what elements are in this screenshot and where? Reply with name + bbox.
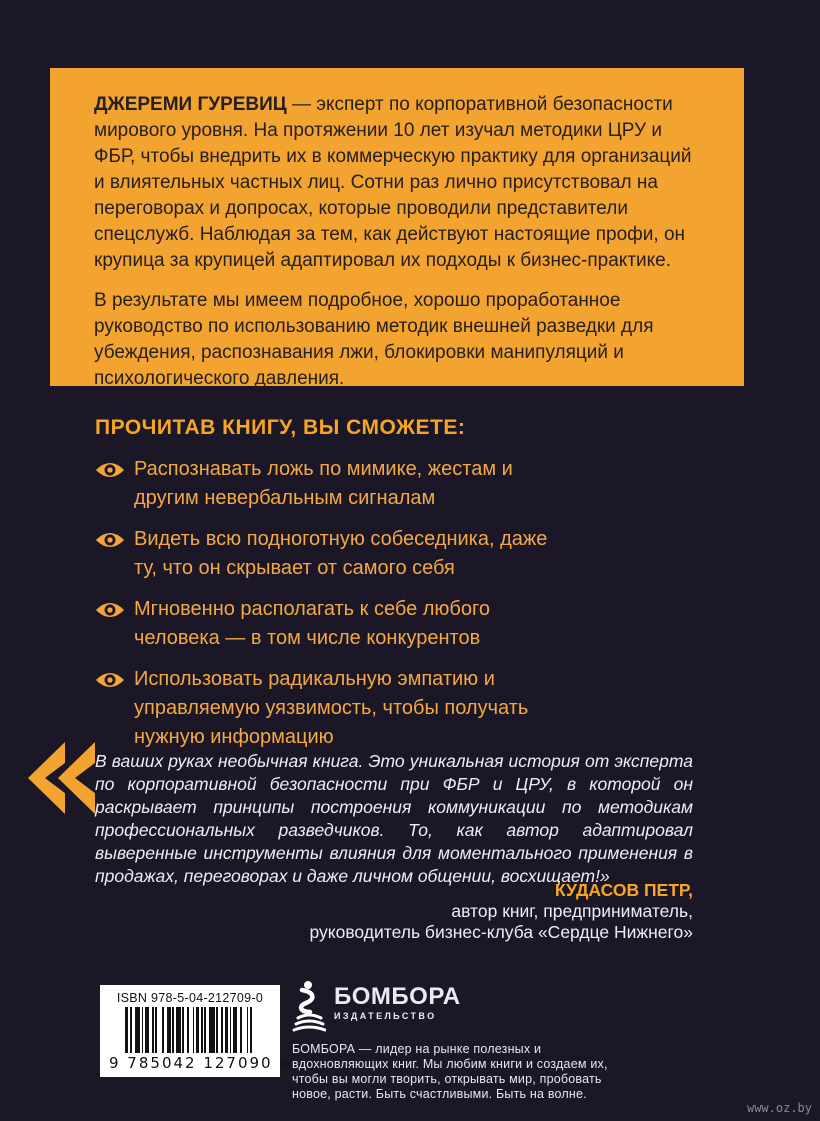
- benefit-text: Использовать радикальную эмпатию и управляемую уязвимость, чтобы получать нужную информацию: [134, 668, 529, 748]
- eye-icon: [95, 530, 125, 550]
- quote-author-role: руководитель бизнес-клуба «Сердце Нижнего»: [309, 922, 693, 942]
- publisher-subtitle: ИЗДАТЕЛЬСТВО: [334, 1011, 437, 1021]
- watermark: www.oz.by: [746, 1101, 812, 1115]
- quote-author-role: автор книг, предприниматель,: [451, 901, 693, 921]
- bombora-surfer-logo-icon: [292, 980, 326, 1032]
- publisher-description: БОМБОРА — лидер на рынке полезных и вдохновляющих книг. Мы любим книги и создаем их, чтобы вы могли творить, открывать мир, пробовать новое, расти. Быть счастливыми. Быть на волне.: [292, 1042, 608, 1101]
- eye-icon: [95, 600, 125, 620]
- quote-mark-icon: [28, 742, 95, 814]
- isbn-label: ISBN 978-5-04-212709-0: [116, 991, 264, 1005]
- benefit-item: [95, 455, 615, 513]
- benefit-item: [95, 595, 615, 653]
- quote-attribution: [95, 880, 693, 943]
- benefit-text: Распознавать ложь по мимике, жестам и другим невербальным сигналам: [134, 458, 513, 509]
- publisher-name-wrap: [334, 980, 461, 1021]
- author-bio-text: — эксперт по корпоративной безопасности мирового уровня. На протяжении 10 лет изучал методики ЦРУ и ФБР, чтобы внедрить их в коммерческую практику для организаций и влиятельных частных лиц. Сотни раз лично присутствовал на переговорах и допросах, которые проводили представители спецслужб. Наблюдая за тем, как действуют настоящие профи, он крупица за крупицей адаптировал их подходы к бизнес-практике.: [94, 94, 692, 271]
- barcode: [100, 985, 294, 1077]
- author-bio-paragraph-1: [94, 92, 696, 274]
- author-bio-paragraph-2: В результате мы имеем подробное, хорошо проработанное руководство по использованию методик внешней разведки для убеждения, распознавания лжи, блокировки манипуляций и психологического давления.: [94, 290, 654, 389]
- publisher-block: [292, 980, 622, 1102]
- author-bio-box: [50, 68, 744, 389]
- benefit-item: [95, 525, 615, 583]
- publisher-logo: [292, 980, 622, 1032]
- barcode-bars: [109, 1007, 271, 1053]
- quote-author: КУДАСОВ ПЕТР,: [554, 880, 693, 900]
- barcode-digits: 9 785042 127090 >: [109, 1054, 294, 1072]
- eye-icon: [95, 670, 125, 690]
- publisher-name: БОМБОРА: [334, 983, 461, 1010]
- benefits-list: [95, 455, 615, 764]
- quote-text: В ваших руках необычная книга. Это уникальная история от эксперта по корпоративной безопасности при ФБР и ЦРУ, в которой он раскрывает принципы построения коммуникации по методикам профессиональных разведчиков. То, как автор адаптировал выверенные инструменты влияния для моментального применения в продажах, переговорах и даже личном общении, восхищает!»: [95, 751, 693, 886]
- benefit-text: Видеть всю подноготную собеседника, даже ту, что он скрывает от самого себя: [134, 528, 548, 579]
- author-name: ДЖЕРЕМИ ГУРЕВИЦ: [94, 94, 287, 115]
- eye-icon: [95, 460, 125, 480]
- benefit-item: [95, 665, 615, 752]
- benefits-heading: ПРОЧИТАВ КНИГУ, ВЫ СМОЖЕТЕ:: [95, 416, 466, 439]
- benefit-text: Мгновенно располагать к себе любого человека — в том числе конкурентов: [134, 598, 490, 649]
